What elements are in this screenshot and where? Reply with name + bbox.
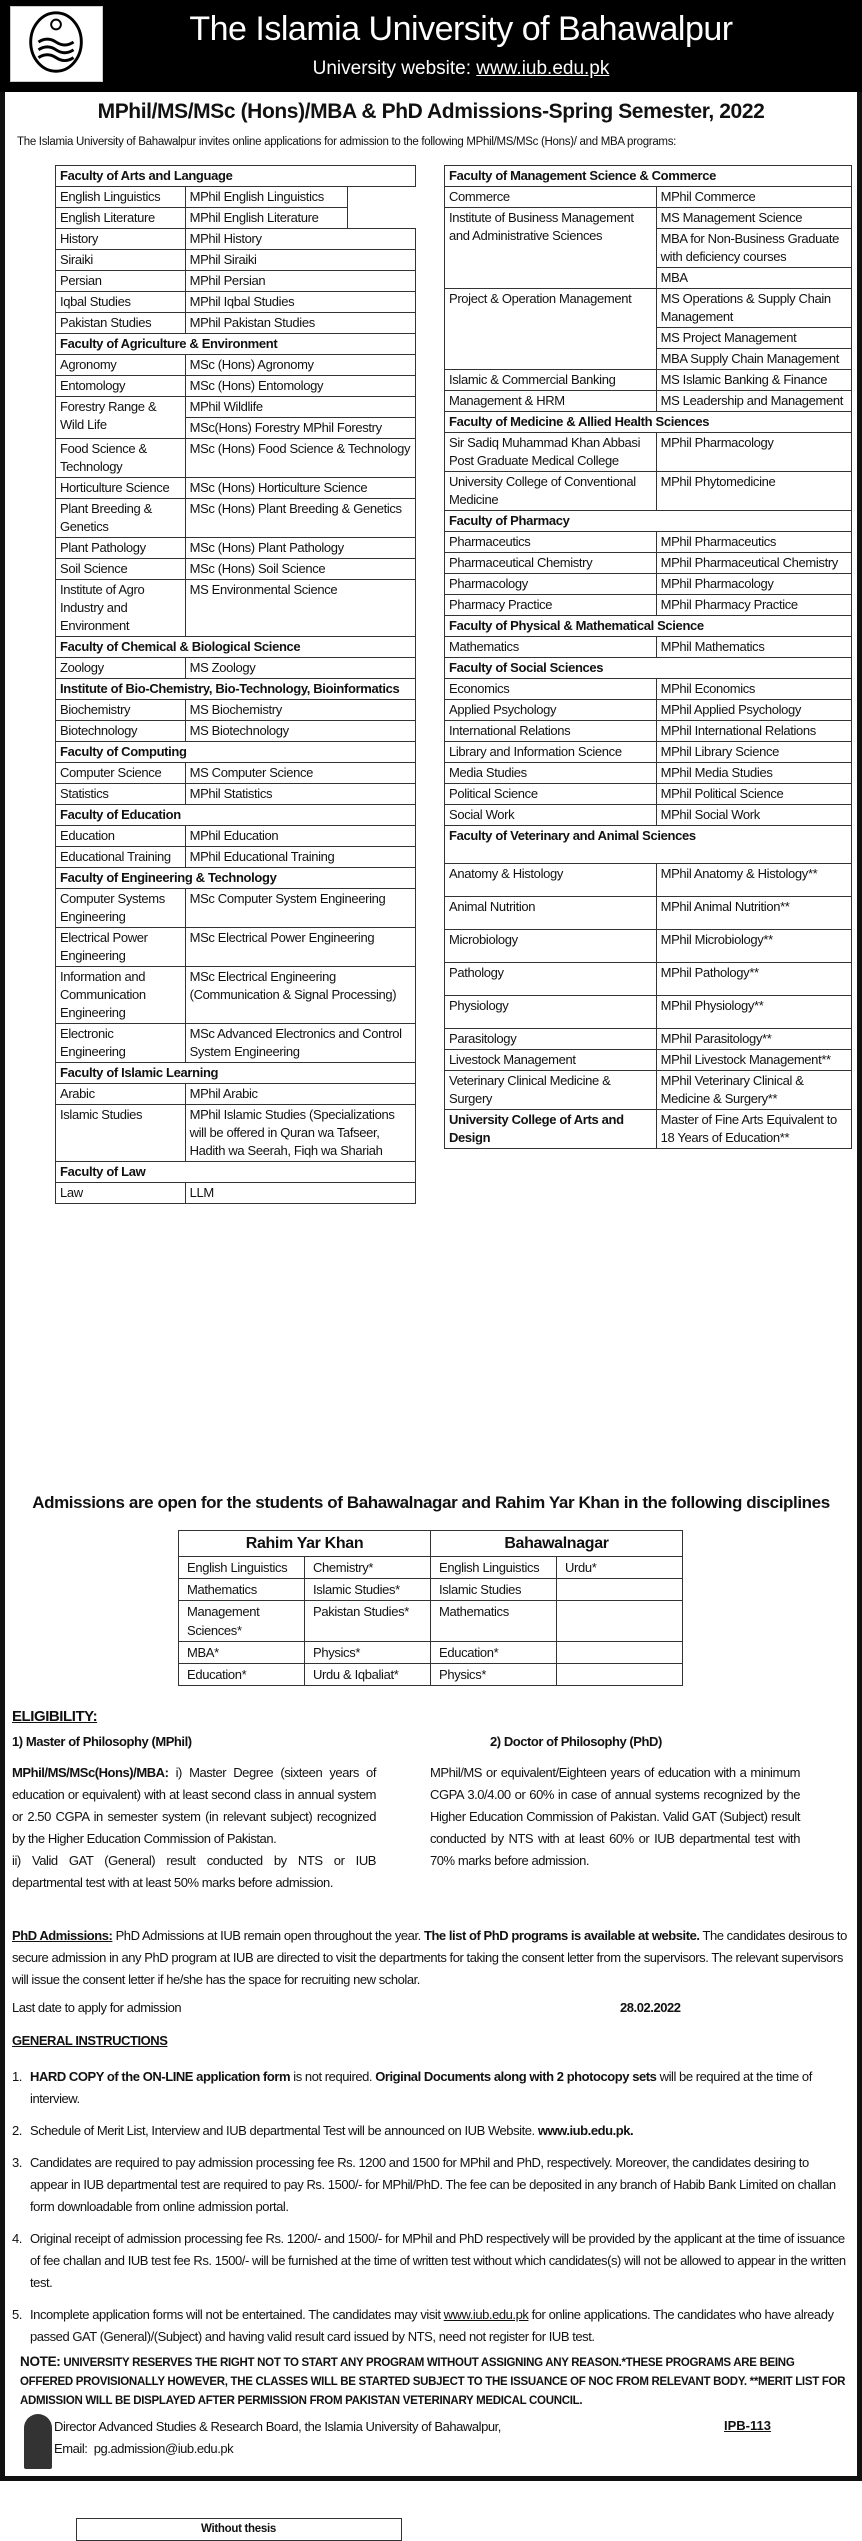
department-cell: Agronomy xyxy=(56,355,186,376)
program-cell: MS Leadership and Management xyxy=(656,391,851,412)
program-item: MBA Supply Chain Management xyxy=(660,351,840,366)
program-cell: MPhil Media Studies xyxy=(656,763,851,784)
program-cell: MS Zoology xyxy=(185,658,415,679)
department-cell: Pharmaceutics xyxy=(445,532,657,553)
phd-text-2: The candidates desirous to secure admission in any PhD program at IUB are directed to visit the departments for taking the consent letter from the supervisors. The relevant supervisors will issue the consent letter if he/she has the space for recruiting new scholar. xyxy=(12,1928,847,1987)
program-cell: MPhil Commerce xyxy=(656,187,851,208)
campus-heading: Admissions are open for the students of Bahawalnagar and Rahim Yar Khan in the following disciplines xyxy=(32,1493,830,1512)
campus-cell: Urdu & Iqbaliat* xyxy=(305,1664,431,1686)
faculty-name: Faculty of Education xyxy=(56,805,416,826)
program-cell: MS Computer Science xyxy=(185,763,415,784)
program-cell: MPhil Physiology** xyxy=(656,996,851,1029)
table-row xyxy=(445,187,852,208)
table-row xyxy=(56,928,416,967)
program-cell: MSc (Hons) Plant Breeding & Genetics xyxy=(185,499,415,538)
program-cell: MSc (Hons) Agronomy xyxy=(185,355,415,376)
table-row xyxy=(56,559,416,580)
program-cell: MPhil History xyxy=(185,229,415,250)
punjab-logo-icon xyxy=(10,6,103,82)
footer-contact xyxy=(54,2416,654,2460)
department-cell: University College of Conventional Medicine xyxy=(445,472,657,511)
program-cell: MPhil Microbiology** xyxy=(656,930,851,963)
campus-cell: Mathematics xyxy=(179,1579,305,1601)
department-cell: Political Science xyxy=(445,784,657,805)
table-row xyxy=(56,499,416,538)
campus-row xyxy=(179,1557,683,1579)
table-row xyxy=(56,1084,416,1105)
department-cell: Veterinary Clinical Medicine & Surgery xyxy=(445,1071,657,1110)
item-bold: HARD COPY of the ON-LINE application form xyxy=(30,2069,291,2084)
faculty-header-row xyxy=(445,166,852,187)
program-cell: LLM xyxy=(185,1183,415,1204)
program-cell: MS Biotechnology xyxy=(185,721,415,742)
eligibility-heading: ELIGIBILITY: xyxy=(12,1708,98,1725)
program-item: MSc(Hons) Forestry MPhil Forestry xyxy=(189,420,382,435)
table-row xyxy=(445,391,852,412)
phd-text-1: PhD Admissions at IUB remain open throughout the year. xyxy=(112,1928,424,1943)
faculty-header-row xyxy=(56,166,416,187)
program-cell: MSc (Hons) Plant Pathology xyxy=(185,538,415,559)
faculty-header-row xyxy=(56,868,416,889)
department-cell: Social Work xyxy=(445,805,657,826)
campus-table xyxy=(178,1530,683,1686)
program-cell: MPhil Siraiki xyxy=(185,250,415,271)
faculty-header-row xyxy=(56,637,416,658)
campus-cell: Islamic Studies xyxy=(431,1579,557,1601)
instruction-item xyxy=(12,2228,848,2294)
campus-cell: Physics* xyxy=(305,1642,431,1664)
campus-cell xyxy=(557,1664,683,1686)
table-row xyxy=(445,784,852,805)
website-line xyxy=(110,58,812,80)
item-text: Original receipt of admission processing fee Rs. 1200/- and 1500/- for MPhil and PhD respectively will be provided by the applicant at the time of issuance of fee challan and IUB test fee Rs. 1500/- will be furnished at the time of written test without which candidates(s) will not be allowed to appear in the written test. xyxy=(30,2231,846,2290)
item-number: 1. xyxy=(12,2069,22,2084)
mphil-text-1: i) Master Degree (sixteen years of education or equivalent) with at least second class in annual system or 2.50 CGPA in semester system (in relevant subject) recognized by the Higher Education Commission of Pakistan. xyxy=(12,1765,376,1846)
table-row xyxy=(445,763,852,784)
department-cell: Institute of Agro Industry and Environment xyxy=(56,580,186,637)
department-cell: Persian xyxy=(56,271,186,292)
campus-cell: English Linguistics xyxy=(179,1557,305,1579)
department-cell: Anatomy & Histology xyxy=(445,864,657,897)
campus-row xyxy=(179,1601,683,1642)
note-text: UNIVERSITY RESERVES THE RIGHT NOT TO START ANY PROGRAM WITHOUT ASSIGNING ANY REASON.*THESE PROGRAMS ARE BEING OFFERED PROVISIONALLY HOWEVER, THE CLASSES WILL BE STARTED SUBJECT TO THE ISSUANCE OF NOC FROM RELEVANT BODY. **MERIT LIST FOR ADMISSION WILL BE DISPLAYED AFTER PERMISSION FROM PAKISTAN VETERINARY MEDICAL COUNCIL. xyxy=(20,2357,846,2407)
table-row xyxy=(56,187,416,208)
table-row xyxy=(56,250,416,271)
department-cell: Applied Psychology xyxy=(445,700,657,721)
faculty-header-row xyxy=(445,826,852,864)
table-row xyxy=(56,889,416,928)
header-banner xyxy=(0,0,862,92)
department-cell: Soil Science xyxy=(56,559,186,580)
program-cell: MPhil Animal Nutrition** xyxy=(656,897,851,930)
program-cell: MPhil Pharmacology xyxy=(656,574,851,595)
campus-cell xyxy=(557,1601,683,1642)
note-label: NOTE: xyxy=(20,2354,61,2369)
department-cell: Siraiki xyxy=(56,250,186,271)
table-row xyxy=(445,1029,852,1050)
program-cell: MPhil Education xyxy=(185,826,415,847)
faculty-name: Faculty of Law xyxy=(56,1162,416,1183)
table-row xyxy=(445,1050,852,1071)
campus-cell: Education* xyxy=(431,1642,557,1664)
department-cell: Pharmacy Practice xyxy=(445,595,657,616)
last-date-value: 28.02.2022 xyxy=(620,2000,681,2015)
table-row xyxy=(56,439,416,478)
program-cell: MPhil Anatomy & Histology** xyxy=(656,864,851,897)
campus-cell: Mathematics xyxy=(431,1601,557,1642)
programs-table-right xyxy=(444,165,852,1149)
program-cell: MPhil Phytomedicine xyxy=(656,472,851,511)
campus-header-bahawalnagar: Bahawalnagar xyxy=(431,1531,683,1557)
campus-row xyxy=(179,1642,683,1664)
phd-admissions xyxy=(12,1925,848,1991)
program-cell: MPhil Educational Training xyxy=(185,847,415,868)
table-row xyxy=(56,313,416,334)
faculty-name: Faculty of Pharmacy xyxy=(445,511,852,532)
table-row xyxy=(56,967,416,1024)
instructions-list xyxy=(12,2066,848,2358)
item-number: 5. xyxy=(12,2307,22,2322)
table-row xyxy=(56,229,416,250)
program-cell: MSc Computer System Engineering xyxy=(185,889,415,928)
program-cell: MPhil Statistics xyxy=(185,784,415,805)
program-cell: MPhil Applied Psychology xyxy=(656,700,851,721)
website-link[interactable]: www.iub.edu.pk xyxy=(476,58,610,79)
department-cell: Mathematics xyxy=(445,637,657,658)
instructions-heading: GENERAL INSTRUCTIONS xyxy=(12,2033,168,2048)
department-cell: Pharmacology xyxy=(445,574,657,595)
faculty-name: Faculty of Medicine & Allied Health Sciences xyxy=(445,412,852,433)
campus-cell: Physics* xyxy=(431,1664,557,1686)
department-cell: Islamic & Commercial Banking xyxy=(445,370,657,391)
table-row xyxy=(445,433,852,472)
program-cell: MPhil Veterinary Clinical & Medicine & Surgery** xyxy=(656,1071,851,1110)
department-cell: University College of Arts and Design xyxy=(445,1110,657,1149)
program-cell: MPhil Mathematics xyxy=(656,637,851,658)
table-row xyxy=(445,930,852,963)
mphil-eligibility xyxy=(12,1762,376,1894)
table-row xyxy=(56,721,416,742)
faculty-header-row xyxy=(56,1162,416,1183)
director-text: Director Advanced Studies & Research Board, the Islamia University of Bahawalpur, xyxy=(54,2419,501,2434)
table-row xyxy=(445,553,852,574)
department-cell: Media Studies xyxy=(445,763,657,784)
campus-cell xyxy=(557,1579,683,1601)
phd-eligibility: MPhil/MS or equivalent/Eighteen years of education with a minimum CGPA 3.0/4.00 or 60% in case of annual systems recognized by the Higher Education Commission of Pakistan. Valid GAT (Subject) result conducted by NTS with at least 60% or IUB departmental test with 70% marks before admission. xyxy=(430,1765,800,1868)
instruction-item xyxy=(12,2066,848,2110)
mphil-lead: MPhil/MS/MSc(Hons)/MBA: xyxy=(12,1765,169,1780)
table-row xyxy=(56,847,416,868)
table-row xyxy=(56,658,416,679)
program-cell xyxy=(656,208,851,289)
program-cell: MPhil Political Science xyxy=(656,784,851,805)
campus-cell: MBA* xyxy=(179,1642,305,1664)
faculty-header-row xyxy=(445,511,852,532)
department-cell: Forestry Range & Wild Life xyxy=(56,397,186,439)
program-cell: MPhil Economics xyxy=(656,679,851,700)
department-cell: History xyxy=(56,229,186,250)
program-cell: MSc (Hons) Horticulture Science xyxy=(185,478,415,499)
program-cell: MSc (Hons) Soil Science xyxy=(185,559,415,580)
program-item: MPhil Wildlife xyxy=(186,397,415,418)
program-item: MBA for Non-Business Graduate with deficiency courses xyxy=(657,229,851,268)
table-row xyxy=(445,963,852,996)
department-cell: International Relations xyxy=(445,721,657,742)
department-cell: English Literature xyxy=(56,208,186,229)
table-row xyxy=(56,478,416,499)
page-title: MPhil/MS/MSc (Hons)/MBA & PhD Admissions-Spring Semester, 2022 xyxy=(97,100,765,123)
intro-text: The Islamia University of Bahawalpur invites online applications for admission to the following MPhil/MS/MSc (Hons)/ and MBA programs: xyxy=(17,136,677,148)
table-row xyxy=(56,826,416,847)
table-row xyxy=(56,784,416,805)
program-cell xyxy=(656,289,851,370)
item-bold: www.iub.edu.pk. xyxy=(537,2123,634,2138)
item-text: is not required. xyxy=(290,2069,376,2084)
faculty-header-row xyxy=(56,334,416,355)
program-cell: MPhil Iqbal Studies xyxy=(185,292,415,313)
note xyxy=(20,2352,848,2411)
program-cell: MPhil Pharmaceutics xyxy=(656,532,851,553)
department-cell: Horticulture Science xyxy=(56,478,186,499)
table-row xyxy=(445,1110,852,1149)
department-cell: Statistics xyxy=(56,784,186,805)
faculty-name: Faculty of Physical & Mathematical Science xyxy=(445,616,852,637)
item-text: Schedule of Merit List, Interview and IUB departmental Test will be announced on IUB Website. xyxy=(30,2123,538,2138)
website-link[interactable]: www.iub.edu.pk xyxy=(443,2307,529,2322)
item-text: Incomplete application forms will not be entertained. The candidates may visit xyxy=(30,2307,444,2322)
department-cell: Parasitology xyxy=(445,1029,657,1050)
item-text: for online applications. The candidates who have already passed GAT (General)/(Subject) and having valid result card issued by NTS, need not register for IUB test. xyxy=(30,2307,834,2344)
phd-text-bold: The list of PhD programs is available at website. xyxy=(423,1928,700,1943)
department-cell: Entomology xyxy=(56,376,186,397)
department-cell: Livestock Management xyxy=(445,1050,657,1071)
university-name: The Islamia University of Bahawalpur xyxy=(189,10,733,48)
table-row xyxy=(445,595,852,616)
table-row xyxy=(445,472,852,511)
program-cell: MSc (Hons) Entomology xyxy=(185,376,415,397)
table-row xyxy=(445,700,852,721)
table-row xyxy=(445,532,852,553)
department-cell: Library and Information Science xyxy=(445,742,657,763)
program-cell: MPhil Pharmaceutical Chemistry xyxy=(656,553,851,574)
table-row xyxy=(445,289,852,370)
department-cell: Computer Science xyxy=(56,763,186,784)
department-cell: Iqbal Studies xyxy=(56,292,186,313)
department-cell: Economics xyxy=(445,679,657,700)
faculty-name: Faculty of Engineering & Technology xyxy=(56,868,416,889)
program-cell: MPhil English Linguistics xyxy=(185,187,347,208)
program-cell: MPhil Parasitology** xyxy=(656,1029,851,1050)
faculty-name: Faculty of Social Sciences xyxy=(445,658,852,679)
phd-title: 2) Doctor of Philosophy (PhD) xyxy=(490,1734,662,1749)
table-row xyxy=(56,580,416,637)
table-row xyxy=(445,742,852,763)
last-date-label: Last date to apply for admission xyxy=(12,2000,182,2015)
program-item: MS Operations & Supply Chain Management xyxy=(657,289,851,328)
department-cell: Physiology xyxy=(445,996,657,1029)
table-row xyxy=(56,208,416,229)
department-cell: Pharmaceutical Chemistry xyxy=(445,553,657,574)
table-row xyxy=(445,370,852,391)
without-thesis-note: Without thesis xyxy=(76,2518,402,2541)
department-cell: Educational Training xyxy=(56,847,186,868)
faculty-name: Faculty of Management Science & Commerce xyxy=(445,166,852,187)
table-row xyxy=(56,355,416,376)
program-cell: MPhil Pathology** xyxy=(656,963,851,996)
mphil-title: 1) Master of Philosophy (MPhil) xyxy=(12,1734,192,1749)
campus-cell xyxy=(557,1642,683,1664)
faculty-header-row xyxy=(445,412,852,433)
table-row xyxy=(56,1183,416,1204)
department-cell: Arabic xyxy=(56,1084,186,1105)
table-row xyxy=(445,721,852,742)
iub-seal-icon xyxy=(24,2414,52,2469)
department-cell: Biotechnology xyxy=(56,721,186,742)
table-row xyxy=(445,1071,852,1110)
faculty-header-row xyxy=(445,658,852,679)
program-cell: MPhil Pharmacology xyxy=(656,433,851,472)
campus-cell: Chemistry* xyxy=(305,1557,431,1579)
department-cell: Information and Communication Engineering xyxy=(56,967,186,1024)
department-cell: Pakistan Studies xyxy=(56,313,186,334)
department-cell: Islamic Studies xyxy=(56,1105,186,1162)
department-cell: Biochemistry xyxy=(56,700,186,721)
faculty-name: Faculty of Veterinary and Animal Sciences xyxy=(445,826,852,864)
campus-header-rahim-yar-khan: Rahim Yar Khan xyxy=(179,1531,431,1557)
campus-cell: Islamic Studies* xyxy=(305,1579,431,1601)
program-cell: MPhil Persian xyxy=(185,271,415,292)
program-cell: MPhil International Relations xyxy=(656,721,851,742)
table-row xyxy=(56,376,416,397)
program-cell: MPhil Islamic Studies (Specializations will be offered in Quran wa Tafseer, Hadith wa Seerah, Fiqh wa Shariah xyxy=(185,1105,415,1162)
table-row xyxy=(445,208,852,289)
department-cell: Management & HRM xyxy=(445,391,657,412)
program-item: MS Project Management xyxy=(657,328,851,349)
program-cell: Master of Fine Arts Equivalent to 18 Years of Education** xyxy=(656,1110,851,1149)
department-cell: Food Science & Technology xyxy=(56,439,186,478)
campus-cell: Education* xyxy=(179,1664,305,1686)
item-bold: Original Documents along with 2 photocopy sets xyxy=(375,2069,657,2084)
table-row xyxy=(445,637,852,658)
department-cell: Pathology xyxy=(445,963,657,996)
campus-cell: Urdu* xyxy=(557,1557,683,1579)
program-cell: MPhil Pharmacy Practice xyxy=(656,595,851,616)
footer xyxy=(24,2414,842,2470)
instruction-item xyxy=(12,2120,848,2142)
department-cell: Electrical Power Engineering xyxy=(56,928,186,967)
email-label: Email: xyxy=(54,2441,88,2456)
phd-admissions-label: PhD Admissions: xyxy=(12,1928,113,1943)
table-row xyxy=(56,1024,416,1063)
table-row xyxy=(56,1105,416,1162)
faculty-name: Institute of Bio-Chemistry, Bio-Technology, Bioinformatics xyxy=(56,679,416,700)
department-cell: Commerce xyxy=(445,187,657,208)
department-cell: Animal Nutrition xyxy=(445,897,657,930)
item-number: 4. xyxy=(12,2231,22,2246)
table-row xyxy=(56,292,416,313)
campus-row xyxy=(179,1579,683,1601)
reference-number: IPB-113 xyxy=(724,2418,771,2433)
faculty-name: Faculty of Islamic Learning xyxy=(56,1063,416,1084)
table-row xyxy=(56,271,416,292)
program-cell: MS Environmental Science xyxy=(185,580,415,637)
department-cell: Project & Operation Management xyxy=(445,289,657,370)
instruction-item xyxy=(12,2152,848,2218)
campus-cell: Management Sciences* xyxy=(179,1601,305,1642)
department-cell: Sir Sadiq Muhammad Khan Abbasi Post Graduate Medical College xyxy=(445,433,657,472)
department-cell: Institute of Business Management and Administrative Sciences xyxy=(445,208,657,289)
faculty-name: Faculty of Agriculture & Environment xyxy=(56,334,416,355)
faculty-header-row xyxy=(56,679,416,700)
program-cell: MPhil Arabic xyxy=(185,1084,415,1105)
table-row xyxy=(56,763,416,784)
table-row xyxy=(445,864,852,897)
faculty-name: Faculty of Arts and Language xyxy=(56,166,416,187)
table-row xyxy=(56,700,416,721)
faculty-name: Faculty of Chemical & Biological Science xyxy=(56,637,416,658)
department-cell: Law xyxy=(56,1183,186,1204)
item-number: 3. xyxy=(12,2155,22,2170)
email-link[interactable]: pg.admission@iub.edu.pk xyxy=(93,2441,234,2456)
faculty-header-row xyxy=(56,742,416,763)
department-cell: Education xyxy=(56,826,186,847)
table-row xyxy=(445,996,852,1029)
department-cell: Zoology xyxy=(56,658,186,679)
faculty-name: Faculty of Computing xyxy=(56,742,416,763)
program-cell: MSc (Hons) Food Science & Technology xyxy=(185,439,415,478)
department-cell: Computer Systems Engineering xyxy=(56,889,186,928)
campus-cell: Pakistan Studies* xyxy=(305,1601,431,1642)
mphil-text-2: ii) Valid GAT (General) result conducted by NTS or IUB departmental test with at least 50% marks before admission. xyxy=(12,1853,376,1890)
program-cell: MPhil Livestock Management** xyxy=(656,1050,851,1071)
department-cell: English Linguistics xyxy=(56,187,186,208)
item-text: will be required at the time of interview. xyxy=(30,2069,812,2106)
program-cell: MPhil Social Work xyxy=(656,805,851,826)
table-row xyxy=(56,538,416,559)
department-cell: Plant Breeding & Genetics xyxy=(56,499,186,538)
instruction-item xyxy=(12,2304,848,2348)
table-row xyxy=(445,897,852,930)
table-row xyxy=(56,397,416,439)
faculty-header-row xyxy=(445,616,852,637)
program-item: MBA xyxy=(660,270,688,285)
item-number: 2. xyxy=(12,2123,22,2138)
website-label: University website: xyxy=(312,58,477,79)
program-cell: MS Biochemistry xyxy=(185,700,415,721)
program-cell: MS Islamic Banking & Finance xyxy=(656,370,851,391)
program-cell: MSc Electrical Power Engineering xyxy=(185,928,415,967)
faculty-header-row xyxy=(56,805,416,826)
campus-row xyxy=(179,1664,683,1686)
table-row xyxy=(445,679,852,700)
department-cell: Electronic Engineering xyxy=(56,1024,186,1063)
program-cell xyxy=(185,397,415,439)
table-row xyxy=(445,574,852,595)
program-cell: MSc Electrical Engineering (Communication & Signal Processing) xyxy=(185,967,415,1024)
program-cell: MPhil Library Science xyxy=(656,742,851,763)
program-cell: MPhil English Literature xyxy=(185,208,347,229)
campus-cell: English Linguistics xyxy=(431,1557,557,1579)
item-text: Candidates are required to pay admission processing fee Rs. 1200 and 1500 for MPhil and PhD, respectively. Moreover, the candidates desiring to appear in IUB departmental test are required to pay Rs. 1500/- for MPhil/PhD. The fee can be deposited in any branch of Habib Bank Limited on challan form downloadable from online admission portal. xyxy=(30,2155,836,2214)
department-cell: Microbiology xyxy=(445,930,657,963)
faculty-header-row xyxy=(56,1063,416,1084)
program-cell: MSc Advanced Electronics and Control System Engineering xyxy=(185,1024,415,1063)
program-cell: MPhil Pakistan Studies xyxy=(185,313,415,334)
table-row xyxy=(445,805,852,826)
program-item: MS Management Science xyxy=(657,208,851,229)
department-cell: Plant Pathology xyxy=(56,538,186,559)
